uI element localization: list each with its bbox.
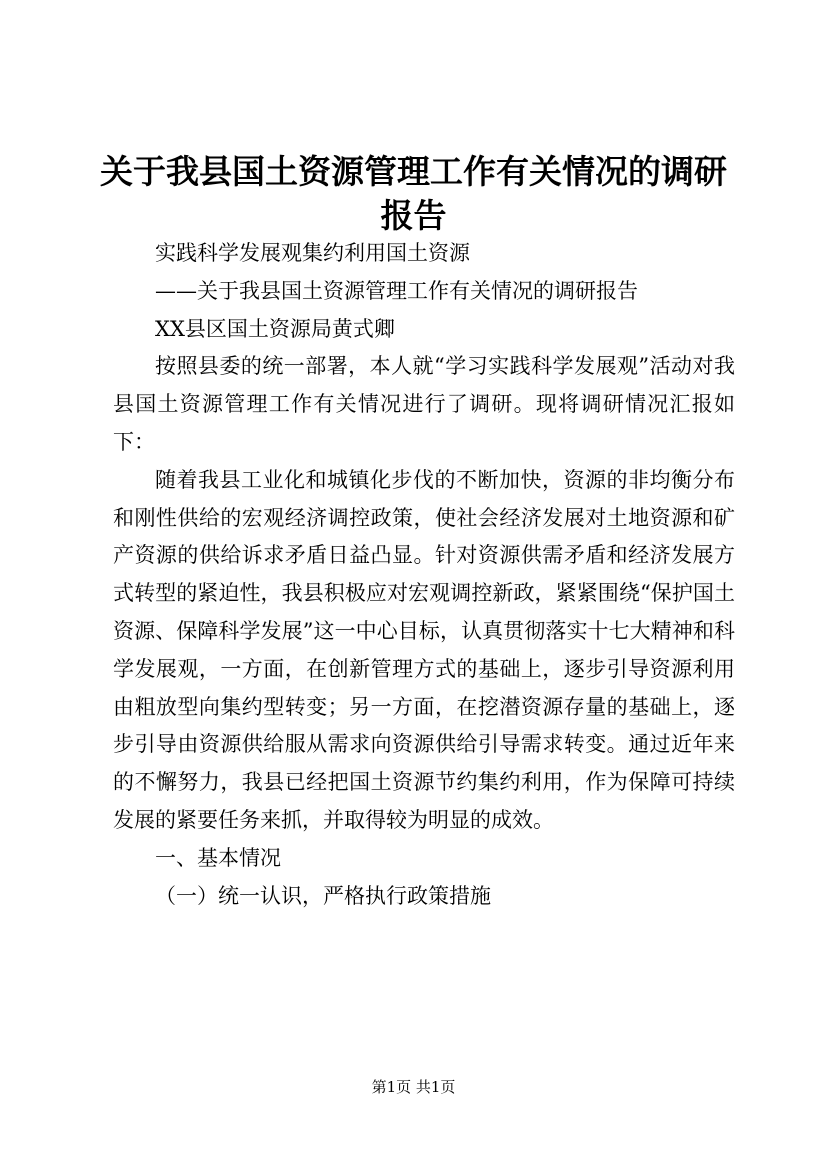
author-line: XX县区国土资源局黄式卿 [155, 316, 395, 341]
document-body [113, 235, 735, 915]
page-footer: 第1页 共1页 [371, 1078, 456, 1096]
subtitle-secondary: ——关于我县国土资源管理工作有关情况的调研报告 [155, 278, 638, 303]
paragraph-intro: 按照县委的统一部署，本人就“学习实践科学发展观”活动对我县国土资源管理工作有关情况进行了调研。现将调研情况汇报如下： [113, 354, 735, 454]
document-title: 关于我县国土资源管理工作有关情况的调研报告 [100, 152, 727, 235]
paragraph-main: 随着我县工业化和城镇化步伐的不断加快，资源的非均衡分布和刚性供给的宏观经济调控政策，使社会经济发展对土地资源和矿产资源的供给诉求矛盾日益凸显。针对资源供需矛盾和经济发展方式转型的紧迫性，我县积极应对宏观调控新政，紧紧围绕“保护国土资源、保障科学发展”这一中心目标，认真贯彻落实十七大精神和科学发展观，一方面，在创新管理方式的基础上，逐步引导资源利用由粗放型向集约型转变；另一方面，在挖潜资源存量的基础上，逐步引导由资源供给服从需求向资源供给引导需求转变。通过近年来的不懈努力，我县已经把国土资源节约集约利用，作为保障可持续发展的紧要任务来抓，并取得较为明显的成效。 [113, 467, 735, 832]
section-heading: 一、基本情况 [155, 845, 281, 870]
subtitle: 实践科学发展观集约利用国土资源 [155, 241, 470, 265]
subsection-heading: （一）统一认识，严格执行政策措施 [155, 883, 491, 908]
